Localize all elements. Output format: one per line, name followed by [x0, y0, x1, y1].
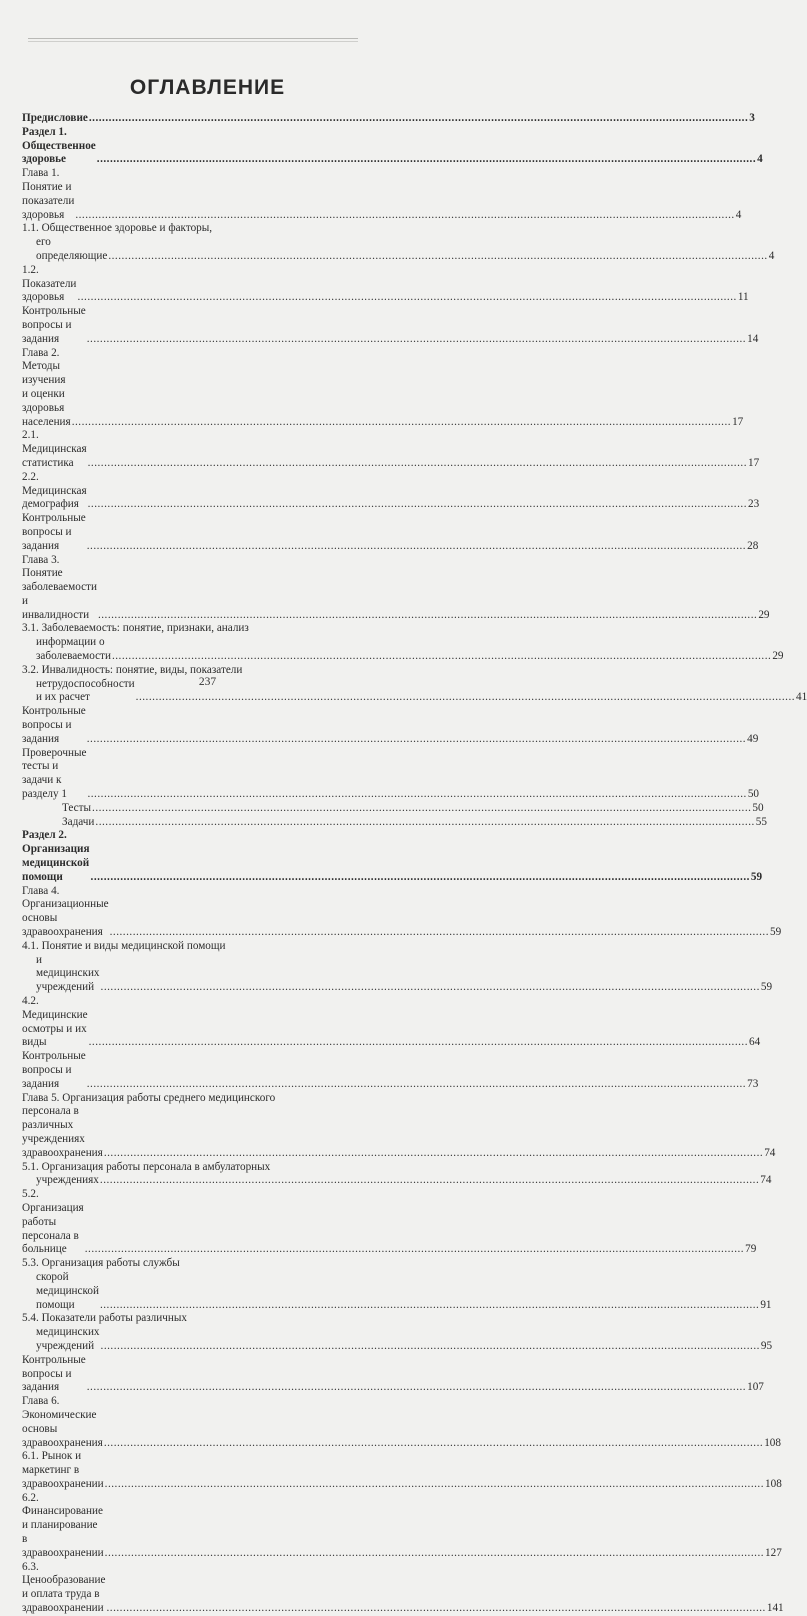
- toc-entry-label: Контрольные вопросы и задания: [22, 705, 86, 745]
- dot-leader: [89, 1036, 748, 1050]
- toc-entry-label: 1.1. Общественное здоровье и факторы,: [22, 222, 213, 235]
- toc-page-number: 91: [760, 1298, 772, 1311]
- header-rule-secondary: [28, 41, 358, 42]
- page-number: 237: [198, 676, 217, 688]
- toc-entry-label: 6.3. Ценообразование и оплата труда в здравоохранении: [22, 1560, 106, 1615]
- toc-entry: [22, 470, 760, 512]
- dot-leader: [87, 540, 746, 554]
- toc-entry: [22, 1491, 782, 1561]
- toc-entry-label-continued: медицинских учреждений: [36, 1326, 100, 1352]
- toc-entry: [22, 553, 770, 623]
- dot-leader: [101, 1340, 760, 1354]
- toc-entry-label: Глава 1. Понятие и показатели здоровья: [22, 167, 75, 221]
- toc-entry-label: 3.2. Инвалидность: понятие, виды, показатели: [22, 663, 243, 676]
- toc-entry-label-continued: нетрудоспособности и их расчет: [36, 677, 135, 704]
- toc-entry-label: 2.1. Медицинская статистика: [22, 429, 87, 469]
- toc-entry-label: Контрольные вопросы и задания: [22, 1353, 86, 1394]
- toc-entry-label-continued: информации о заболеваемости: [36, 636, 111, 663]
- toc-entry-label-continued: персонала в различных учреждениях здравоохранения: [22, 1105, 103, 1159]
- toc-entry-label: Раздел 2. Организация медицинской помощи: [22, 829, 90, 883]
- toc-entry: [22, 167, 742, 222]
- toc-entry: [22, 1160, 772, 1189]
- table-of-contents: [22, 112, 807, 1616]
- toc-entry-label: 5.2. Организация работы персонала в больнице: [22, 1188, 84, 1256]
- dot-leader: [87, 733, 746, 747]
- dot-leader: [87, 1078, 746, 1092]
- dot-leader: [97, 153, 756, 167]
- toc-page-number: 11: [737, 291, 749, 304]
- toc-entry-label: Глава 3. Понятие заболеваемости и инвалидности: [22, 553, 97, 621]
- toc-entry-label: Глава 4. Организационные основы здравоохранения: [22, 884, 109, 939]
- dot-leader: [91, 871, 750, 885]
- toc-entry: [22, 222, 775, 263]
- toc-entry: [22, 815, 767, 830]
- toc-page-number: 41: [796, 691, 807, 704]
- toc-entry: [22, 125, 763, 167]
- toc-page-number: 141: [766, 1602, 784, 1615]
- toc-page-number: 74: [760, 1174, 772, 1187]
- toc-entry: [22, 1450, 782, 1491]
- dot-leader: [106, 1602, 765, 1616]
- toc-page-number: 49: [747, 732, 759, 745]
- toc-entry: [22, 622, 784, 663]
- toc-entry-label: Глава 6. Экономические основы здравоохранения: [22, 1395, 103, 1449]
- toc-page-number: 74: [764, 1146, 776, 1159]
- toc-page-number: 108: [765, 1477, 782, 1490]
- toc-entry: [22, 939, 773, 995]
- dot-leader: [92, 802, 751, 816]
- toc-entry: [22, 512, 759, 553]
- toc-entry-label: 2.2. Медицинская демография: [22, 470, 87, 511]
- toc-entry: [22, 746, 760, 802]
- toc-entry-label: Предисловие: [22, 112, 88, 124]
- toc-entry-label-continued: его определяющие: [36, 236, 108, 262]
- toc-entry-label-continued: учреждениях: [36, 1174, 99, 1187]
- toc-entry: [22, 1353, 764, 1395]
- toc-entry: [22, 346, 744, 430]
- toc-entry-label: Тесты: [62, 801, 92, 814]
- toc-entry: [22, 1257, 772, 1312]
- dot-leader: [72, 416, 731, 430]
- toc-entry: [22, 112, 755, 126]
- toc-entry-label: 6.2. Финансирование и планирование в здравоохранении: [22, 1491, 104, 1559]
- dot-leader: [75, 209, 734, 223]
- toc-entry: [22, 884, 782, 940]
- toc-page-number: 50: [752, 801, 764, 814]
- page-title: ОГЛАВЛЕНИЕ: [129, 76, 286, 99]
- toc-entry-label: Контрольные вопросы и задания: [22, 1050, 86, 1090]
- toc-entry-label: 5.3. Организация работы службы: [22, 1257, 180, 1270]
- toc-entry: [22, 705, 759, 746]
- toc-page-number: 17: [732, 415, 744, 428]
- toc-entry-label: 4.1. Понятие и виды медицинской помощи: [22, 939, 226, 952]
- toc-page-number: 127: [765, 1546, 782, 1559]
- toc-entry: [22, 801, 764, 816]
- dot-leader: [88, 457, 747, 471]
- toc-page-number: 59: [760, 981, 773, 994]
- toc-entry: [22, 995, 761, 1050]
- toc-entry-label-continued: и медицинских учреждений: [36, 953, 100, 994]
- dot-leader: [87, 333, 746, 347]
- toc-entry: [22, 305, 759, 346]
- toc-entry: [22, 1395, 781, 1450]
- dot-leader: [110, 926, 769, 940]
- toc-page-number: 14: [747, 332, 759, 345]
- toc-page-number: 28: [747, 539, 759, 552]
- toc-entry: [22, 263, 749, 305]
- dot-leader: [101, 981, 760, 995]
- toc-entry-label: Проверочные тесты и задачи к разделу 1: [22, 746, 87, 801]
- toc-page-number: 59: [750, 870, 763, 883]
- toc-page-number: 29: [772, 650, 784, 663]
- toc-entry: [22, 429, 760, 470]
- toc-entry-label: 1.2. Показатели здоровья: [22, 263, 77, 304]
- dot-leader: [95, 816, 754, 830]
- toc-entry-label: 6.1. Рынок и маркетинг в здравоохранении: [22, 1450, 104, 1490]
- dot-leader: [89, 112, 748, 126]
- toc-entry: [22, 1188, 757, 1257]
- dot-leader: [88, 498, 747, 512]
- toc-page-number: 17: [747, 456, 760, 469]
- toc-page-number: 55: [755, 815, 767, 828]
- dot-leader: [136, 691, 795, 705]
- header-rule: [28, 38, 358, 39]
- dot-leader: [98, 609, 757, 623]
- toc-page-number: 107: [747, 1381, 764, 1394]
- toc-page-number: 4: [735, 208, 742, 221]
- toc-page-number: 108: [764, 1436, 781, 1449]
- toc-page-number: 4: [757, 153, 763, 166]
- dot-leader: [105, 1547, 764, 1561]
- toc-entry-label: 5.1. Организация работы персонала в амбулаторных: [22, 1160, 271, 1173]
- toc-entry-label: Глава 5. Организация работы среднего медицинского: [22, 1091, 276, 1104]
- toc-entry: [22, 1050, 759, 1091]
- toc-page-number: 59: [769, 926, 782, 939]
- toc-page-number: 29: [758, 608, 770, 621]
- dot-leader: [77, 291, 736, 305]
- toc-entry: [22, 829, 763, 884]
- dot-leader: [87, 788, 746, 802]
- dot-leader: [112, 650, 771, 664]
- toc-entry: [22, 1312, 773, 1353]
- dot-leader: [85, 1243, 744, 1257]
- dot-leader: [100, 1174, 759, 1188]
- toc-page-number: 79: [745, 1243, 757, 1256]
- toc-page-number: 50: [747, 788, 760, 801]
- toc-entry-label: 3.1. Заболеваемость: понятие, признаки, анализ: [22, 622, 249, 635]
- dot-leader: [104, 1437, 763, 1451]
- toc-page-number: 4: [768, 249, 775, 262]
- dot-leader: [87, 1381, 746, 1395]
- toc-entry-label-continued: скорой медицинской помощи: [36, 1270, 99, 1311]
- dot-leader: [104, 1147, 763, 1161]
- dot-leader: [108, 250, 767, 264]
- toc-entry-label: Раздел 1. Общественное здоровье: [22, 125, 96, 166]
- toc-entry: [22, 1091, 776, 1161]
- toc-entry-label: 4.2. Медицинские осмотры и их виды: [22, 995, 88, 1049]
- dot-leader: [105, 1478, 764, 1492]
- toc-page-number: 95: [760, 1339, 773, 1352]
- toc-page-number: 73: [747, 1077, 759, 1090]
- toc-page-number: 64: [749, 1036, 761, 1049]
- toc-entry-label: Задачи: [62, 815, 95, 828]
- dot-leader: [100, 1299, 759, 1313]
- toc-entry-label: 5.4. Показатели работы различных: [22, 1312, 187, 1325]
- toc-entry-label: Глава 2. Методы изучения и оценки здоровья населения: [22, 346, 71, 428]
- toc-entry-label: Контрольные вопросы и задания: [22, 305, 86, 345]
- toc-page-number: 3: [749, 112, 755, 124]
- toc-page-number: 23: [747, 498, 760, 511]
- toc-entry: [22, 1560, 784, 1616]
- toc-entry-label: Контрольные вопросы и задания: [22, 512, 86, 552]
